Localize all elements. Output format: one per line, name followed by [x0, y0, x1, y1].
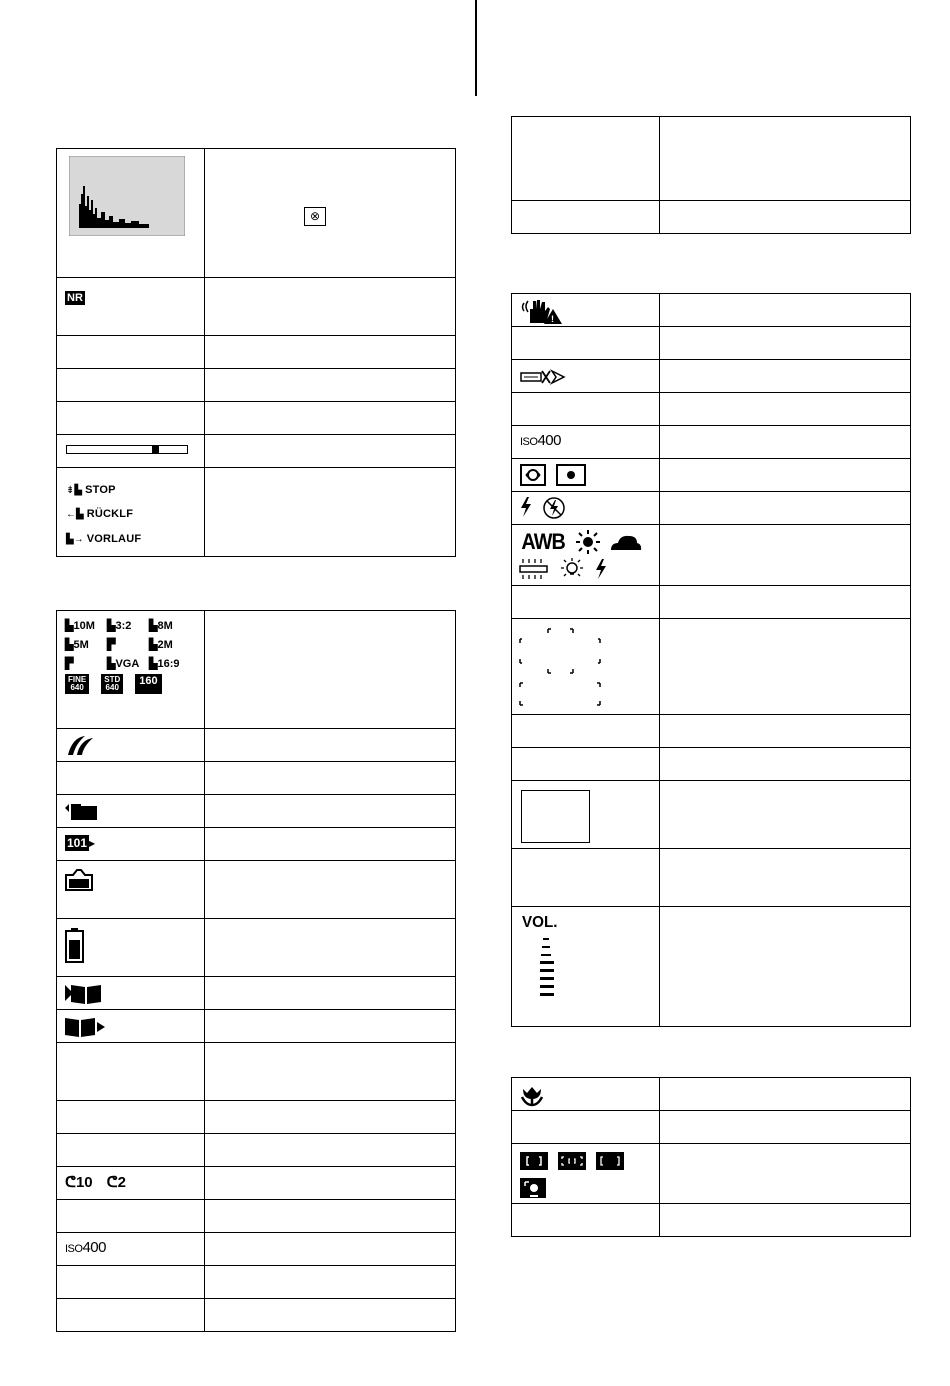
pictbridge-disconnect-icon [520, 367, 566, 387]
progress-bar-description [205, 435, 456, 468]
histogram-description [205, 149, 456, 278]
incandescent-icon [559, 557, 585, 581]
daylight-icon [575, 529, 601, 555]
memory-stick-icon [65, 733, 95, 757]
print-cell [57, 977, 205, 1010]
battery-description [205, 919, 456, 977]
left-icon-table-b [56, 610, 456, 1332]
folder-description [205, 795, 456, 828]
empty-icon-cell [512, 117, 660, 201]
image-size-cell [57, 611, 205, 729]
shake-warning-description [660, 294, 911, 327]
book-right-icon [65, 1016, 109, 1038]
shake-warning-icon [520, 297, 562, 325]
af-mode-cell [512, 1144, 660, 1204]
empty-icon-cell [512, 201, 660, 234]
empty-icon-cell [57, 402, 205, 435]
progress-bar-cell [57, 435, 205, 468]
empty-description [660, 117, 911, 201]
volume-level-icon [540, 938, 659, 996]
empty-icon-cell [512, 586, 660, 619]
flash-off-icon [542, 496, 566, 520]
stop-icon: ⇟▙ [66, 484, 83, 496]
forward-label: VORLAUF [86, 533, 142, 545]
right-icon-table-a [511, 116, 911, 234]
shake-warning-cell [512, 294, 660, 327]
pictbridge-description [660, 360, 911, 393]
self-timer-10-icon: ᕦ10 [65, 1174, 93, 1191]
stop-label: STOP [85, 484, 116, 496]
svg-text:!: ! [551, 314, 554, 324]
folder-number-description [205, 828, 456, 861]
af-mode-description [660, 1144, 911, 1204]
face-detection-icon [520, 1178, 546, 1198]
empty-description [660, 1111, 911, 1144]
print-next-cell [57, 1010, 205, 1043]
empty-icon-cell [57, 762, 205, 795]
folder-number-cell: 101 ▶ [57, 828, 205, 861]
recording-folder-icon [65, 802, 99, 822]
spot-af-icon [596, 1152, 624, 1170]
empty-description [205, 336, 456, 369]
empty-description [205, 1043, 456, 1101]
empty-description [660, 748, 911, 781]
self-timer-2-icon: ᕦ2 [106, 1174, 126, 1191]
empty-description [660, 201, 911, 234]
iso-icon: ISO400 [65, 1239, 106, 1256]
image-size-icon: ▛ [107, 639, 116, 651]
iso-cell [57, 1233, 205, 1266]
af-frame-cell [512, 619, 660, 715]
battery-icon [65, 927, 85, 963]
playback-controls-cell [57, 468, 205, 557]
book-left-icon [65, 983, 109, 1005]
image-size-icon: ▙5M [65, 639, 89, 651]
empty-icon-cell [512, 849, 660, 907]
empty-description [205, 1266, 456, 1299]
memory-stick-description [205, 729, 456, 762]
macro-description [660, 1078, 911, 1111]
forward-icon: ▙→ [66, 533, 84, 545]
volume-cell [512, 907, 660, 1027]
playback-progress-bar-icon [66, 445, 188, 454]
histogram-cell [57, 149, 205, 278]
image-size-description [205, 611, 456, 729]
empty-icon-cell [512, 748, 660, 781]
empty-description [660, 715, 911, 748]
fluorescent-icon [519, 558, 549, 580]
flash-icon [520, 496, 532, 518]
empty-icon-cell [57, 369, 205, 402]
image-size-icon: ▙3:2 [107, 620, 132, 632]
image-size-icon: ▙VGA [107, 658, 140, 670]
print-next-description [205, 1010, 456, 1043]
movie-size-160-icon: 160 [135, 674, 161, 694]
af-frame-description [660, 619, 911, 715]
iso-cell [512, 426, 660, 459]
image-size-icon: ▙2M [149, 639, 173, 651]
empty-description [660, 849, 911, 907]
empty-description [205, 1299, 456, 1332]
folder-change-description [205, 861, 456, 919]
playback-controls-description [205, 468, 456, 557]
folder-number-icon: 101 [67, 836, 88, 850]
rewind-icon: ←▙ [66, 508, 84, 520]
empty-icon-cell [57, 1266, 205, 1299]
empty-description [660, 393, 911, 426]
folder-cell [57, 795, 205, 828]
noise-reduction-icon: NR [67, 292, 83, 304]
histogram-icon [69, 156, 185, 236]
empty-description [205, 762, 456, 795]
folder-change-cell [57, 861, 205, 919]
spot-frame-cell [512, 781, 660, 849]
empty-description [205, 1134, 456, 1167]
flash-cell [512, 492, 660, 525]
empty-description [205, 1101, 456, 1134]
iso-description [205, 1233, 456, 1266]
volume-description [660, 907, 911, 1027]
macro-icon [520, 1083, 544, 1107]
spot-metering-icon [556, 464, 586, 486]
folder-change-icon [65, 869, 93, 891]
empty-icon-cell [57, 1101, 205, 1134]
image-size-icon: ▙8M [149, 620, 173, 632]
af-range-finder-frame-icon [518, 625, 618, 711]
spot-metering-crosshair-icon [521, 790, 590, 843]
movie-size-fine-icon: FINE 640 [65, 674, 89, 694]
empty-icon-cell [57, 336, 205, 369]
memory-stick-cell [57, 729, 205, 762]
rewind-label: RÜCKLF [86, 508, 134, 520]
empty-icon-cell [512, 327, 660, 360]
image-size-icon: ▙10M [65, 620, 95, 632]
warning-symbol: ⊗ [304, 207, 326, 226]
empty-icon-cell [57, 1043, 205, 1101]
left-icon-table-a [56, 148, 456, 557]
nr-description [205, 278, 456, 336]
metering-cell [512, 459, 660, 492]
iso-icon: ISO400 [520, 432, 561, 449]
iso-description [660, 426, 911, 459]
self-timer-description [205, 1167, 456, 1200]
pictbridge-cell [512, 360, 660, 393]
flash-description [660, 492, 911, 525]
empty-icon-cell [57, 1134, 205, 1167]
white-balance-description [660, 525, 911, 586]
page-center-divider [475, 0, 477, 96]
empty-icon-cell [57, 1200, 205, 1233]
metering-description [660, 459, 911, 492]
image-size-icon: ▙16:9 [149, 658, 180, 670]
empty-description [660, 1204, 911, 1237]
auto-white-balance-icon: AWB [521, 529, 565, 554]
right-icon-table-c [511, 1077, 911, 1237]
empty-icon-cell [512, 1204, 660, 1237]
volume-label: VOL. [522, 914, 558, 931]
empty-description [205, 369, 456, 402]
spot-frame-description [660, 781, 911, 849]
white-balance-cell [512, 525, 660, 586]
right-icon-table-b [511, 293, 911, 1027]
empty-description [205, 402, 456, 435]
empty-description [660, 586, 911, 619]
macro-cell [512, 1078, 660, 1111]
image-size-icon: ▛ [65, 658, 74, 670]
print-description [205, 977, 456, 1010]
empty-icon-cell [57, 1299, 205, 1332]
empty-icon-cell [512, 393, 660, 426]
empty-icon-cell [512, 1111, 660, 1144]
empty-icon-cell [512, 715, 660, 748]
flash-wb-icon [595, 558, 607, 580]
movie-size-std-icon: STD 640 [101, 674, 123, 694]
battery-cell [57, 919, 205, 977]
nr-cell [57, 278, 205, 336]
multi-point-af-icon [520, 1152, 548, 1170]
empty-description [660, 327, 911, 360]
playback-progress-marker [152, 445, 159, 454]
self-timer-cell [57, 1167, 205, 1200]
multi-metering-icon [520, 464, 546, 486]
cloudy-icon [609, 532, 643, 552]
center-af-icon [558, 1152, 586, 1170]
empty-description [205, 1200, 456, 1233]
